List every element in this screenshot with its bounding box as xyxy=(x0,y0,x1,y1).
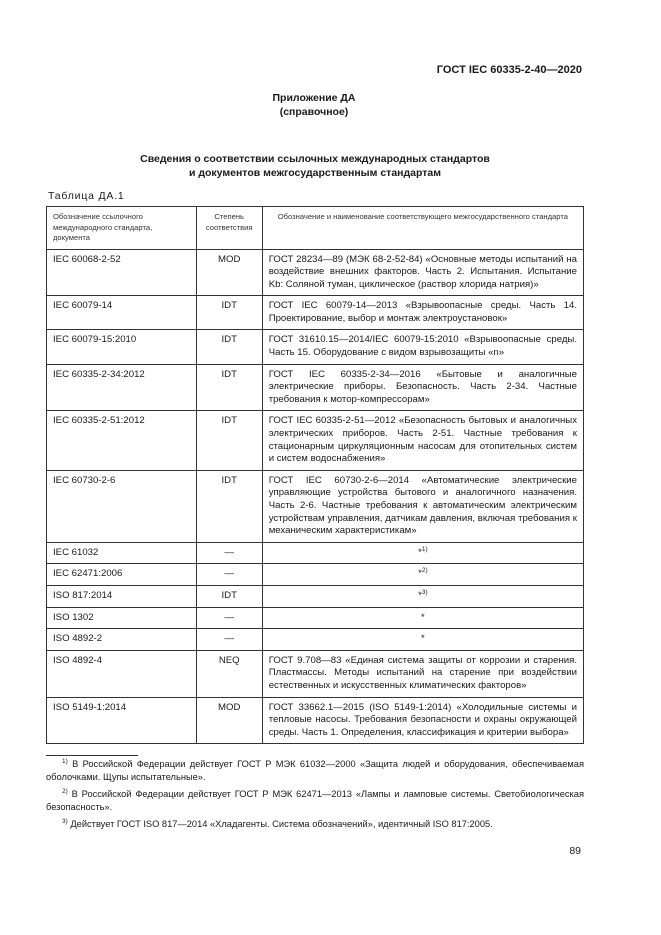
footnote-text: В Российской Федерации действует ГОСТ Р МЭК 62471—2013 «Лампы и ламповые системы. Светобиологическая безопасность». xyxy=(46,789,584,812)
cell-standard: ГОСТ IEC 60079-14—2013 «Взрывоопасные среды. Часть 14. Проектирование, выбор и монтаж электроустановок» xyxy=(262,296,583,330)
cell-reference: IEC 60079-14 xyxy=(47,296,197,330)
table-row xyxy=(47,585,584,607)
cell-reference: IEC 62471:2006 xyxy=(47,564,197,586)
cell-reference: IEC 60068-2-52 xyxy=(47,249,197,296)
footnote-mark: 1) xyxy=(62,757,68,765)
cell-standard xyxy=(262,585,583,607)
cell-degree: IDT xyxy=(196,585,262,607)
table-row xyxy=(47,697,584,744)
table-header-row xyxy=(47,207,584,250)
document-code: ГОСТ IEC 60335-2-40—2020 xyxy=(436,64,582,76)
cell-degree: NEQ xyxy=(196,650,262,697)
table-row xyxy=(47,330,584,364)
header-standard: Обозначение и наименование соответствующего межгосударственного стандарта xyxy=(262,207,583,250)
cell-degree: MOD xyxy=(196,697,262,744)
table-row xyxy=(47,650,584,697)
cell-reference: IEC 61032 xyxy=(47,542,197,564)
header-degree: Степень соответствия xyxy=(196,207,262,250)
table-row xyxy=(47,542,584,564)
footnote-divider xyxy=(46,755,138,756)
cell-degree: MOD xyxy=(196,249,262,296)
header-reference: Обозначение ссылочного международного стандарта, документа xyxy=(47,207,197,250)
cell-reference: IEC 60335-2-34:2012 xyxy=(47,364,197,411)
section-title xyxy=(0,152,630,180)
cell-degree: IDT xyxy=(196,411,262,470)
cell-degree: — xyxy=(196,607,262,629)
page-number: 89 xyxy=(569,845,581,857)
table-row xyxy=(47,411,584,470)
correspondence-table xyxy=(46,206,584,744)
table-row xyxy=(47,564,584,586)
footnote xyxy=(46,818,584,831)
table-row xyxy=(47,364,584,411)
table-row xyxy=(47,296,584,330)
cell-degree: IDT xyxy=(196,330,262,364)
cell-standard-text: * xyxy=(418,546,422,558)
footnote-text: В Российской Федерации действует ГОСТ Р МЭК 61032—2000 «Защита людей и оборудования, обеспечиваемая оболочками. Щупы испытательные». xyxy=(46,759,584,782)
annex-subtitle: (справочное) xyxy=(279,106,349,118)
cell-standard: ГОСТ IEC 60335-2-51—2012 «Безопасность бытовых и аналогичных электрических приборов. Часть 2-51. Частные требования к стационарным циркуляционным насосам для отопительных систем и систем водоснабжения» xyxy=(262,411,583,470)
cell-reference: ISO 4892-2 xyxy=(47,629,197,651)
cell-standard-text: * xyxy=(418,589,422,601)
cell-standard xyxy=(262,542,583,564)
table-row xyxy=(47,249,584,296)
footnote xyxy=(46,788,584,814)
cell-standard: ГОСТ 9.708—83 «Единая система защиты от коррозии и старения. Пластмассы. Методы испытаний на старение при воздействии естественных и искусственных климатических факторов» xyxy=(262,650,583,697)
cell-standard-text: * xyxy=(418,568,422,580)
cell-standard: ГОСТ IEC 60730-2-6—2014 «Автоматические электрические управляющие устройства бытового и аналогичного назначения. Часть 2-6. Частные требования к автоматическим электрическим устройствам управления, датчикам давления, включая требования к механическим характеристикам» xyxy=(262,470,583,542)
cell-standard: ГОСТ IEC 60335-2-34—2016 «Бытовые и аналогичные электрические приборы. Безопасность. Часть 2-34. Частные требования к мотор-компрессорам» xyxy=(262,364,583,411)
cell-standard: ГОСТ 31610.15—2014/IEC 60079-15:2010 «Взрывоопасные среды. Часть 15. Оборудование с видом взрывозащиты «n» xyxy=(262,330,583,364)
footnote-ref: 3) xyxy=(421,588,428,596)
annex-title: Приложение ДА xyxy=(272,92,356,104)
cell-reference: ISO 5149-1:2014 xyxy=(47,697,197,744)
cell-degree: — xyxy=(196,629,262,651)
cell-degree: IDT xyxy=(196,470,262,542)
table-row xyxy=(47,470,584,542)
cell-degree: — xyxy=(196,542,262,564)
cell-reference: ISO 4892-4 xyxy=(47,650,197,697)
cell-standard xyxy=(262,607,583,629)
annex-heading xyxy=(0,91,628,119)
cell-standard xyxy=(262,629,583,651)
cell-standard: ГОСТ 33662.1—2015 (ISO 5149-1:2014) «Холодильные системы и тепловые насосы. Требования безопасности и охраны окружающей среды. Часть 1. Определения, классификация и критерии выбора» xyxy=(262,697,583,744)
table-body xyxy=(47,249,584,744)
cell-degree: — xyxy=(196,564,262,586)
cell-degree: IDT xyxy=(196,296,262,330)
cell-reference: IEC 60730-2-6 xyxy=(47,470,197,542)
cell-reference: ISO 817:2014 xyxy=(47,585,197,607)
footnotes xyxy=(46,758,584,835)
table-row xyxy=(47,629,584,651)
cell-reference: ISO 1302 xyxy=(47,607,197,629)
cell-degree: IDT xyxy=(196,364,262,411)
table-caption: Таблица ДА.1 xyxy=(48,190,125,202)
footnote-text: Действует ГОСТ ISO 817—2014 «Хладагенты. Система обозначений», идентичный ISO 817:2005. xyxy=(70,819,493,829)
cell-reference: IEC 60079-15:2010 xyxy=(47,330,197,364)
cell-standard xyxy=(262,564,583,586)
footnote-ref: 2) xyxy=(421,567,428,575)
footnote-mark: 2) xyxy=(62,787,68,795)
cell-standard-text: * xyxy=(420,633,425,645)
cell-reference: IEC 60335-2-51:2012 xyxy=(47,411,197,470)
footnote-ref: 1) xyxy=(421,545,428,553)
section-title-line-1: Сведения о соответствии ссылочных международных стандартов xyxy=(140,153,490,165)
table-row xyxy=(47,607,584,629)
section-title-line-2: и документов межгосударственным стандартам xyxy=(188,167,442,179)
cell-standard: ГОСТ 28234—89 (МЭК 68-2-52-84) «Основные методы испытаний на воздействие внешних факторов. Часть 2. Испытания. Испытание Kb: Соляной туман, циклическое (раствор хлорида натрия)» xyxy=(262,249,583,296)
cell-standard-text: * xyxy=(420,611,425,623)
footnote-mark: 3) xyxy=(62,817,68,825)
footnote xyxy=(46,758,584,784)
